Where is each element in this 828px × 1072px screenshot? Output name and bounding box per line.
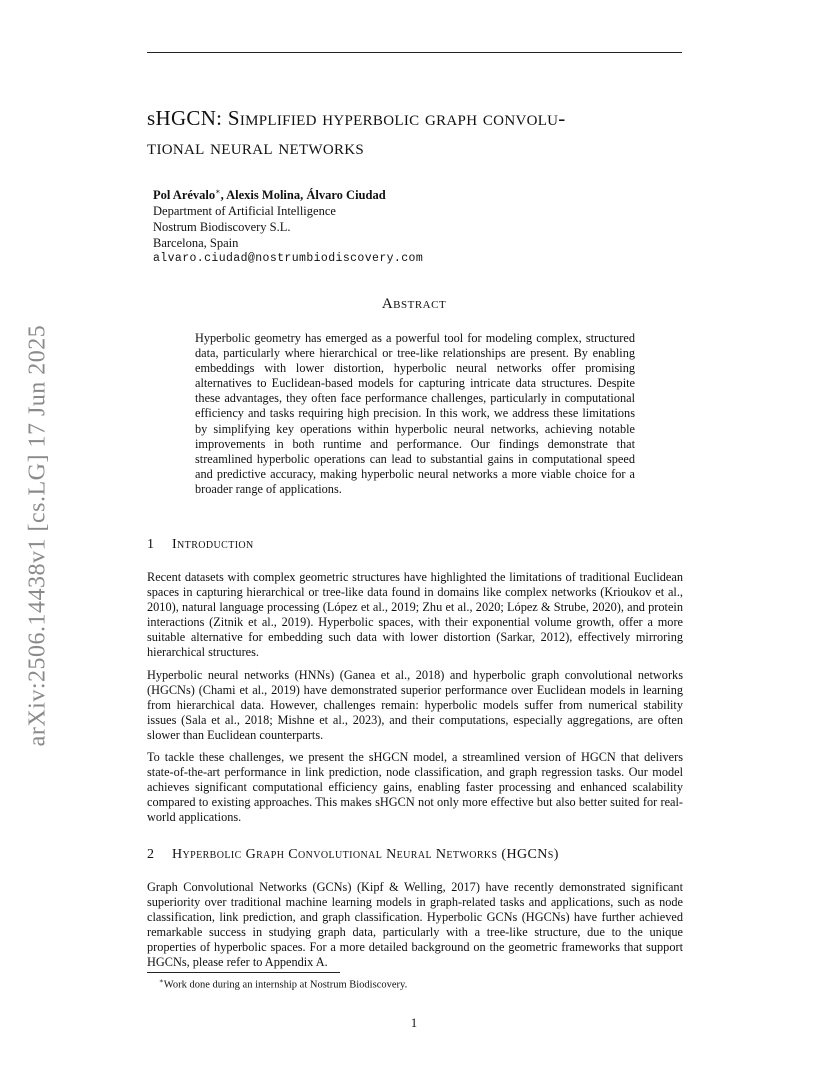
paragraph: Recent datasets with complex geometric structures have highlighted the limitations of traditional Euclidean spaces in capturing hierarchical or tree-like data found in domains like complex networks (Krioukov et al., 2010), natural language processing (López et al., 2019; Zhu et al., 2020; López & Strube, 2020), and protein interactions (Zitnik et al., 2019). Hyperbolic spaces, with their exponential volume growth, offer a more suitable alternative for embedding such data with lower distortion (Sarkar, 2012), effectively mirroring hierarchical structures. <box>147 570 683 660</box>
paragraph: Hyperbolic neural networks (HNNs) (Ganea et al., 2018) and hyperbolic graph convolutional networks (HGCNs) (Chami et al., 2019) have demonstrated superior performance over Euclidean models in learning from hierarchical data. However, challenges remain: hyperbolic models suffer from numerical stability issues (Sala et al., 2018; Mishne et al., 2023), and their computations, especially aggregations, are often slower than Euclidean counterparts. <box>147 667 683 742</box>
footnote-text: Work done during an internship at Nostrum Biodiscovery. <box>163 979 408 991</box>
author-location: Barcelona, Spain <box>153 236 239 251</box>
author-names <box>153 184 673 203</box>
author-names-rest: , Alexis Molina, Álvaro Ciudad <box>220 188 386 203</box>
top-rule <box>147 52 682 53</box>
author-department: Department of Artificial Intelligence <box>153 204 336 219</box>
title-line2: tional neural networks <box>147 135 365 159</box>
section-heading-hgcn <box>147 847 559 863</box>
section-title: Introduction <box>172 537 254 552</box>
footnote-rule <box>147 972 340 973</box>
title-prefix: sHGCN: S <box>147 106 240 130</box>
arxiv-stamp-text: arXiv:2506.14438v1 [cs.LG] 17 Jun 2025 <box>24 324 51 746</box>
footnote <box>159 977 407 991</box>
author-email[interactable]: alvaro.ciudad@nostrumbiodiscovery.com <box>153 252 424 266</box>
author-organization: Nostrum Biodiscovery S.L. <box>153 220 291 235</box>
section-heading-introduction <box>147 537 254 553</box>
section-body-introduction <box>147 570 683 833</box>
author-block <box>153 184 673 267</box>
arxiv-stamp <box>18 300 58 770</box>
author-name-first: Pol Arévalo <box>153 188 216 203</box>
footnote-marker: ∗ <box>215 187 221 196</box>
title-line1: implified hyperbolic graph convolu- <box>239 106 566 130</box>
abstract-heading: Abstract <box>381 296 447 312</box>
abstract-text: Hyperbolic geometry has emerged as a powerful tool for modeling complex, structured data, particularly where hierarchical or tree-like relationships are present. By enabling embeddings with lower distortion, hyperbolic neural networks offer promising alternatives to Euclidean-based models for capturing intricate data structures. Despite these advantages, they often face performance challenges, particularly in computational efficiency and tasks requiring high precision. In this work, we address these limitations by simplifying key operations within hyperbolic neural networks, achieving notable improvements in both runtime and performance. Our findings demonstrate that streamlined hyperbolic operations can lead to substantial gains in computational speed and predictive accuracy, making hyperbolic neural networks a more viable choice for a broader range of applications. <box>195 331 635 496</box>
footnote-mark: ∗ <box>159 977 164 985</box>
page-number: 1 <box>410 1016 418 1030</box>
paragraph: Graph Convolutional Networks (GCNs) (Kipf & Welling, 2017) have recently demonstrated significant superiority over traditional machine learning models in graph-related tasks and applications, such as node classification, link prediction, and graph classification. Hyperbolic GCNs (HGCNs) have further achieved remarkable success in studying graph data, particularly with a tree-like structure, due to the unique properties of hyperbolic spaces. For a more detailed background on the geometric frameworks that support HGCNs, please refer to Appendix A. <box>147 880 683 970</box>
paper-title <box>147 104 692 162</box>
paragraph: To tackle these challenges, we present the sHGCN model, a streamlined version of HGCN that delivers state-of-the-art performance in link prediction, node classification, and graph regression tasks. Our model achieves significant computational efficiency gains, enabling faster processing and enhanced scalability compared to existing approaches. This makes sHGCN not only more effective but also better suited for real-world applications. <box>147 750 683 825</box>
section-number: 1 <box>147 537 155 552</box>
section-number: 2 <box>147 847 155 862</box>
section-body-hgcn <box>147 880 683 978</box>
section-title: Hyperbolic Graph Convolutional Neural Networks (HGCNs) <box>172 847 559 862</box>
